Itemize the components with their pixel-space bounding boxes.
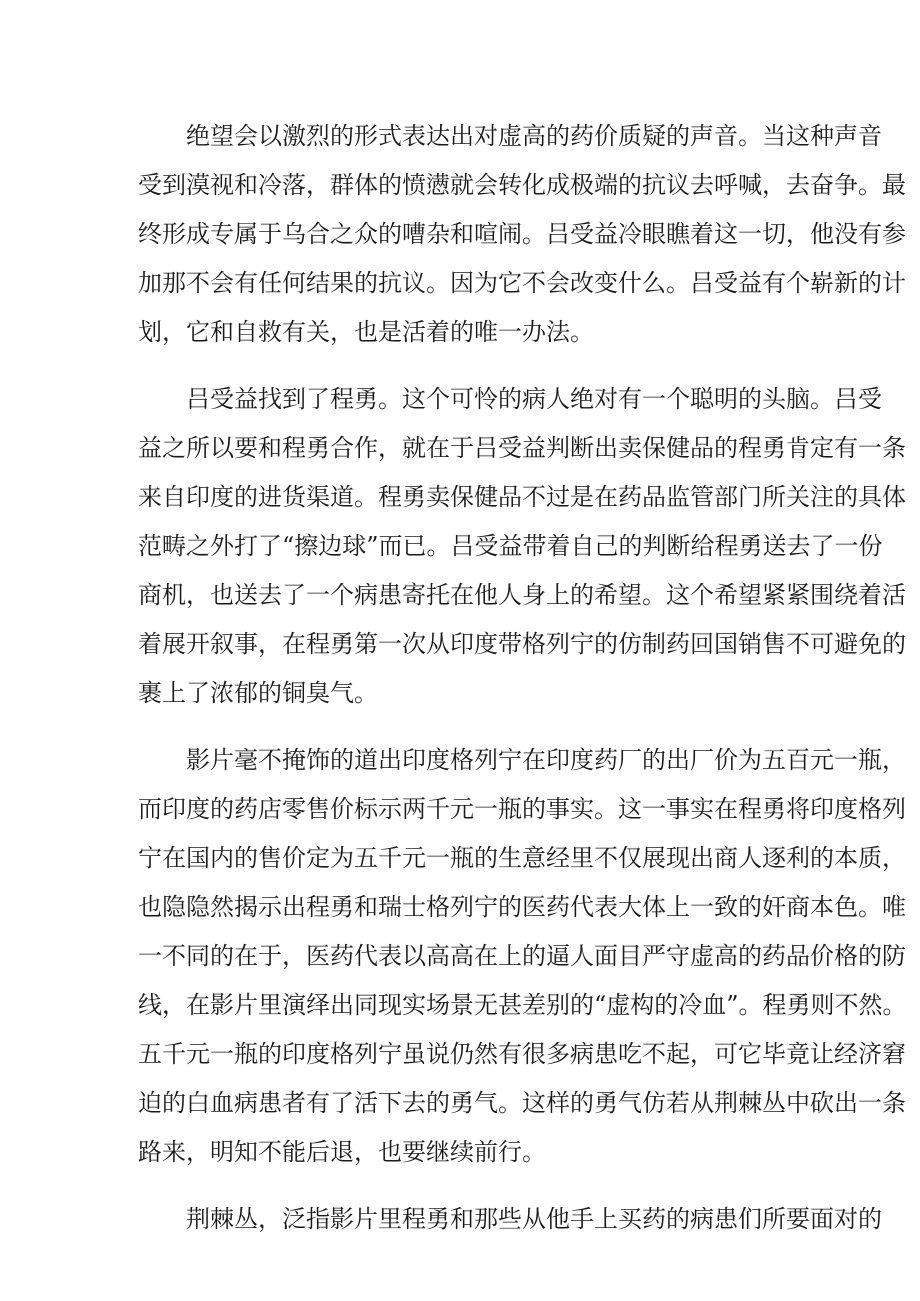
paragraph-3 — [138, 736, 907, 1177]
text-line: 荆棘丛，泛指影片里程勇和那些从他手上买药的病患们所要面对的 — [186, 1205, 882, 1233]
paragraph-4 — [138, 1195, 882, 1244]
text-line: 吕受益找到了程勇。这个可怜的病人绝对有一个聪明的头脑。吕受 — [186, 385, 882, 413]
text-line: 益之所以要和程勇合作，就在于吕受益判断出卖保健品的程勇肯定有一条 — [138, 434, 906, 462]
text-line: 宁在国内的售价定为五千元一瓶的生意经里不仅展现出商人逐利的本质， — [138, 844, 906, 872]
text-line: 裹上了浓郁的铜臭气。 — [138, 679, 378, 707]
text-line: 划，它和自救有关，也是活着的唯一办法。 — [138, 318, 594, 346]
text-line: 终形成专属于乌合之众的嘈杂和喧闹。吕受益冷眼瞧着这一切，他没有参 — [138, 220, 906, 248]
text-line: 线，在影片里演绎出同现实场景无甚差别的“虚构的冷血”。程勇则不然。 — [138, 991, 907, 1019]
text-line: 绝望会以激烈的形式表达出对虚高的药价质疑的声音。当这种声音 — [186, 122, 882, 150]
text-line: 一不同的在于，医药代表以高高在上的逼人面目严守虚高的药品价格的防 — [138, 942, 906, 970]
paragraph-1 — [138, 112, 906, 357]
text-line: 而印度的药店零售价标示两千元一瓶的事实。这一事实在程勇将印度格列 — [138, 795, 906, 823]
text-line: 影片毫不掩饰的道出印度格列宁在印度药厂的出厂价为五百元一瓶， — [186, 746, 906, 774]
text-line: 路来，明知不能后退，也要继续前行。 — [138, 1138, 546, 1166]
text-line: 来自印度的进货渠道。程勇卖保健品不过是在药品监管部门所关注的具体 — [138, 483, 906, 511]
text-line: 加那不会有任何结果的抗议。因为它不会改变什么。吕受益有个崭新的计 — [138, 269, 906, 297]
text-line: 范畴之外打了“擦边球”而已。吕受益带着自己的判断给程勇送去了一份 — [138, 532, 883, 560]
paragraph-2 — [138, 375, 906, 718]
text-line: 受到漠视和冷落，群体的愤懑就会转化成极端的抗议去呼喊，去奋争。最 — [138, 171, 906, 199]
text-line: 商机，也送去了一个病患寄托在他人身上的希望。这个希望紧紧围绕着活 — [138, 581, 906, 609]
document-body — [138, 112, 907, 1262]
text-line: 五千元一瓶的印度格列宁虽说仍然有很多病患吃不起，可它毕竟让经济窘 — [138, 1040, 906, 1068]
text-line: 也隐隐然揭示出程勇和瑞士格列宁的医药代表大体上一致的奸商本色。唯 — [138, 893, 906, 921]
text-line: 迫的白血病患者有了活下去的勇气。这样的勇气仿若从荆棘丛中砍出一条 — [138, 1089, 906, 1117]
text-line: 着展开叙事，在程勇第一次从印度带格列宁的仿制药回国销售不可避免的 — [138, 630, 906, 658]
